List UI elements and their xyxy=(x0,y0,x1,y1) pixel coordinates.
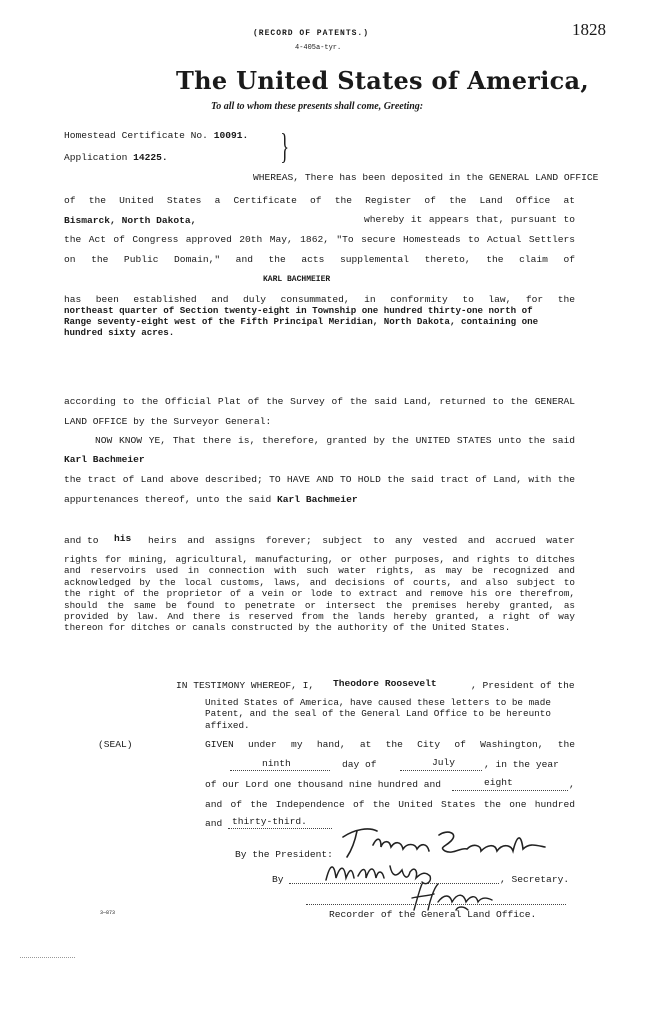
claimant-name: KARL BACHMEIER xyxy=(263,275,331,284)
homestead-certificate xyxy=(64,130,248,141)
body-line-2: of the United States a Certificate of the Register of the Land Office at xyxy=(64,195,575,206)
body-line-8: LAND OFFICE by the Surveyor General: xyxy=(64,416,272,427)
footer-mark: 3—873 xyxy=(100,910,116,916)
description-3: hundred sixty acres. xyxy=(64,327,175,338)
description-1: northeast quarter of Section twenty-eight in Township one hundred thirty-one north of xyxy=(64,305,533,316)
record-label: (RECORD OF PATENTS.) xyxy=(253,29,370,38)
seal-label: (SEAL) xyxy=(98,739,133,750)
reservation-line-1: rights for mining, agricultural, manufacturing, or other purposes, and rights to ditches xyxy=(64,554,575,565)
body-line-9: NOW KNOW YE, That there is, therefore, granted by the UNITED STATES unto the said xyxy=(95,435,575,446)
application xyxy=(64,152,168,163)
testimony-suffix: , President of the xyxy=(471,680,575,691)
independence-year: thirty-third. xyxy=(232,816,307,827)
body-line-1: WHEREAS, There has been deposited in the GENERAL LAND OFFICE xyxy=(253,172,599,183)
footer-divider xyxy=(20,957,75,958)
month-value: July xyxy=(432,757,456,768)
grantee-name-2: Karl Bachmeier xyxy=(277,494,358,505)
body-line-6: has been established and duly consummated, in conformity to law, for the xyxy=(64,294,575,305)
independence-line: and of the Independence of the United States the one hundred xyxy=(205,799,575,810)
form-number: 4-405a-tyr. xyxy=(295,44,342,52)
testimony-line-2: United States of America, have caused these letters to be made xyxy=(205,697,551,708)
brace: } xyxy=(280,126,289,166)
president-name: Theodore Roosevelt xyxy=(333,678,437,689)
given-line: GIVEN under my hand, at the City of Washington, the xyxy=(205,739,575,750)
testimony-prefix: IN TESTIMONY WHEREOF, I, xyxy=(176,680,315,691)
page-number: 1828 xyxy=(572,20,606,39)
day-of-label: day of xyxy=(342,759,377,770)
document-title: The United States of America, xyxy=(176,66,590,95)
testimony-line-4: affixed. xyxy=(205,719,250,731)
line-11-prefix: appurtenances thereof, unto the said xyxy=(64,494,272,505)
reservation-line-3: acknowledged by the local customs, laws, and decisions of courts, and also subject to xyxy=(64,576,575,588)
lord-line: of our Lord one thousand nine hundred and xyxy=(205,779,442,790)
reservation-line-7: thereon for ditches or canals constructed by the authority of the United States. xyxy=(64,622,511,634)
testimony-line-3: Patent, and the seal of the General Land Office to be hereunto xyxy=(205,708,551,720)
reservation-paragraph xyxy=(64,554,575,634)
month-rule xyxy=(400,770,482,771)
day-value: ninth xyxy=(262,758,291,769)
grantee-name: Karl Bachmeier xyxy=(64,454,145,465)
president-signature xyxy=(335,825,555,861)
body-line-12: heirs and assigns forever; subject to any vested and accrued water xyxy=(148,535,575,546)
year-value: eight xyxy=(484,777,513,788)
application-number: 14225. xyxy=(133,152,168,163)
reservation-line-4: the right of the proprietor of a vein or lode to extract and remove his ore therefrom, xyxy=(64,588,575,600)
greeting: To all to whom these presents shall come, Greeting: xyxy=(211,101,424,112)
by-label: By xyxy=(272,874,284,885)
by-president-label: By the President: xyxy=(235,849,333,860)
description-2: Range seventy-eight west of the Fifth Principal Meridian, North Dakota, containing one xyxy=(64,316,539,327)
recorder-label: Recorder of the General Land Office. xyxy=(329,909,537,920)
body-line-4: the Act of Congress approved 20th May, 1862, "To secure Homesteads to Actual Settlers xyxy=(64,234,575,245)
year-rule xyxy=(452,790,568,791)
day-rule xyxy=(230,770,330,771)
reservation-line-2: and reservoirs used in connection with such water rights, as may be recognized and xyxy=(64,565,575,577)
land-office-place: Bismarck, North Dakota, xyxy=(64,215,197,226)
reservation-line-5: should the same be found to penetrate or intersect the premises hereby granted, as xyxy=(64,599,575,611)
body-line-12-prefix: and to xyxy=(64,535,99,546)
homestead-number: 10091. xyxy=(213,130,249,141)
and-label: and xyxy=(205,818,223,829)
testimony-paragraph xyxy=(205,697,551,731)
recorder-signature xyxy=(408,880,498,916)
body-line-11 xyxy=(64,494,358,505)
pronoun: his xyxy=(114,533,132,544)
independence-year-rule xyxy=(228,828,332,829)
in-year-label: , in the year xyxy=(484,759,559,770)
application-prefix: Application xyxy=(64,152,128,163)
body-line-10: the tract of Land above described; TO HAVE AND TO HOLD the said tract of Land, with the xyxy=(64,474,575,485)
lord-comma: , xyxy=(569,779,575,790)
body-line-7: according to the Official Plat of the Survey of the said Land, returned to the GENERAL xyxy=(64,396,575,407)
reservation-line-6: provided by law. And there is reserved from the lands hereby granted, a right of way xyxy=(64,611,575,623)
secretary-label: , Secretary. xyxy=(500,874,570,885)
body-line-3: whereby it appears that, pursuant to xyxy=(364,214,575,225)
body-line-5: on the Public Domain," and the acts supplemental thereto, the claim of xyxy=(64,254,575,265)
homestead-prefix: Homestead Certificate No. xyxy=(64,130,208,141)
